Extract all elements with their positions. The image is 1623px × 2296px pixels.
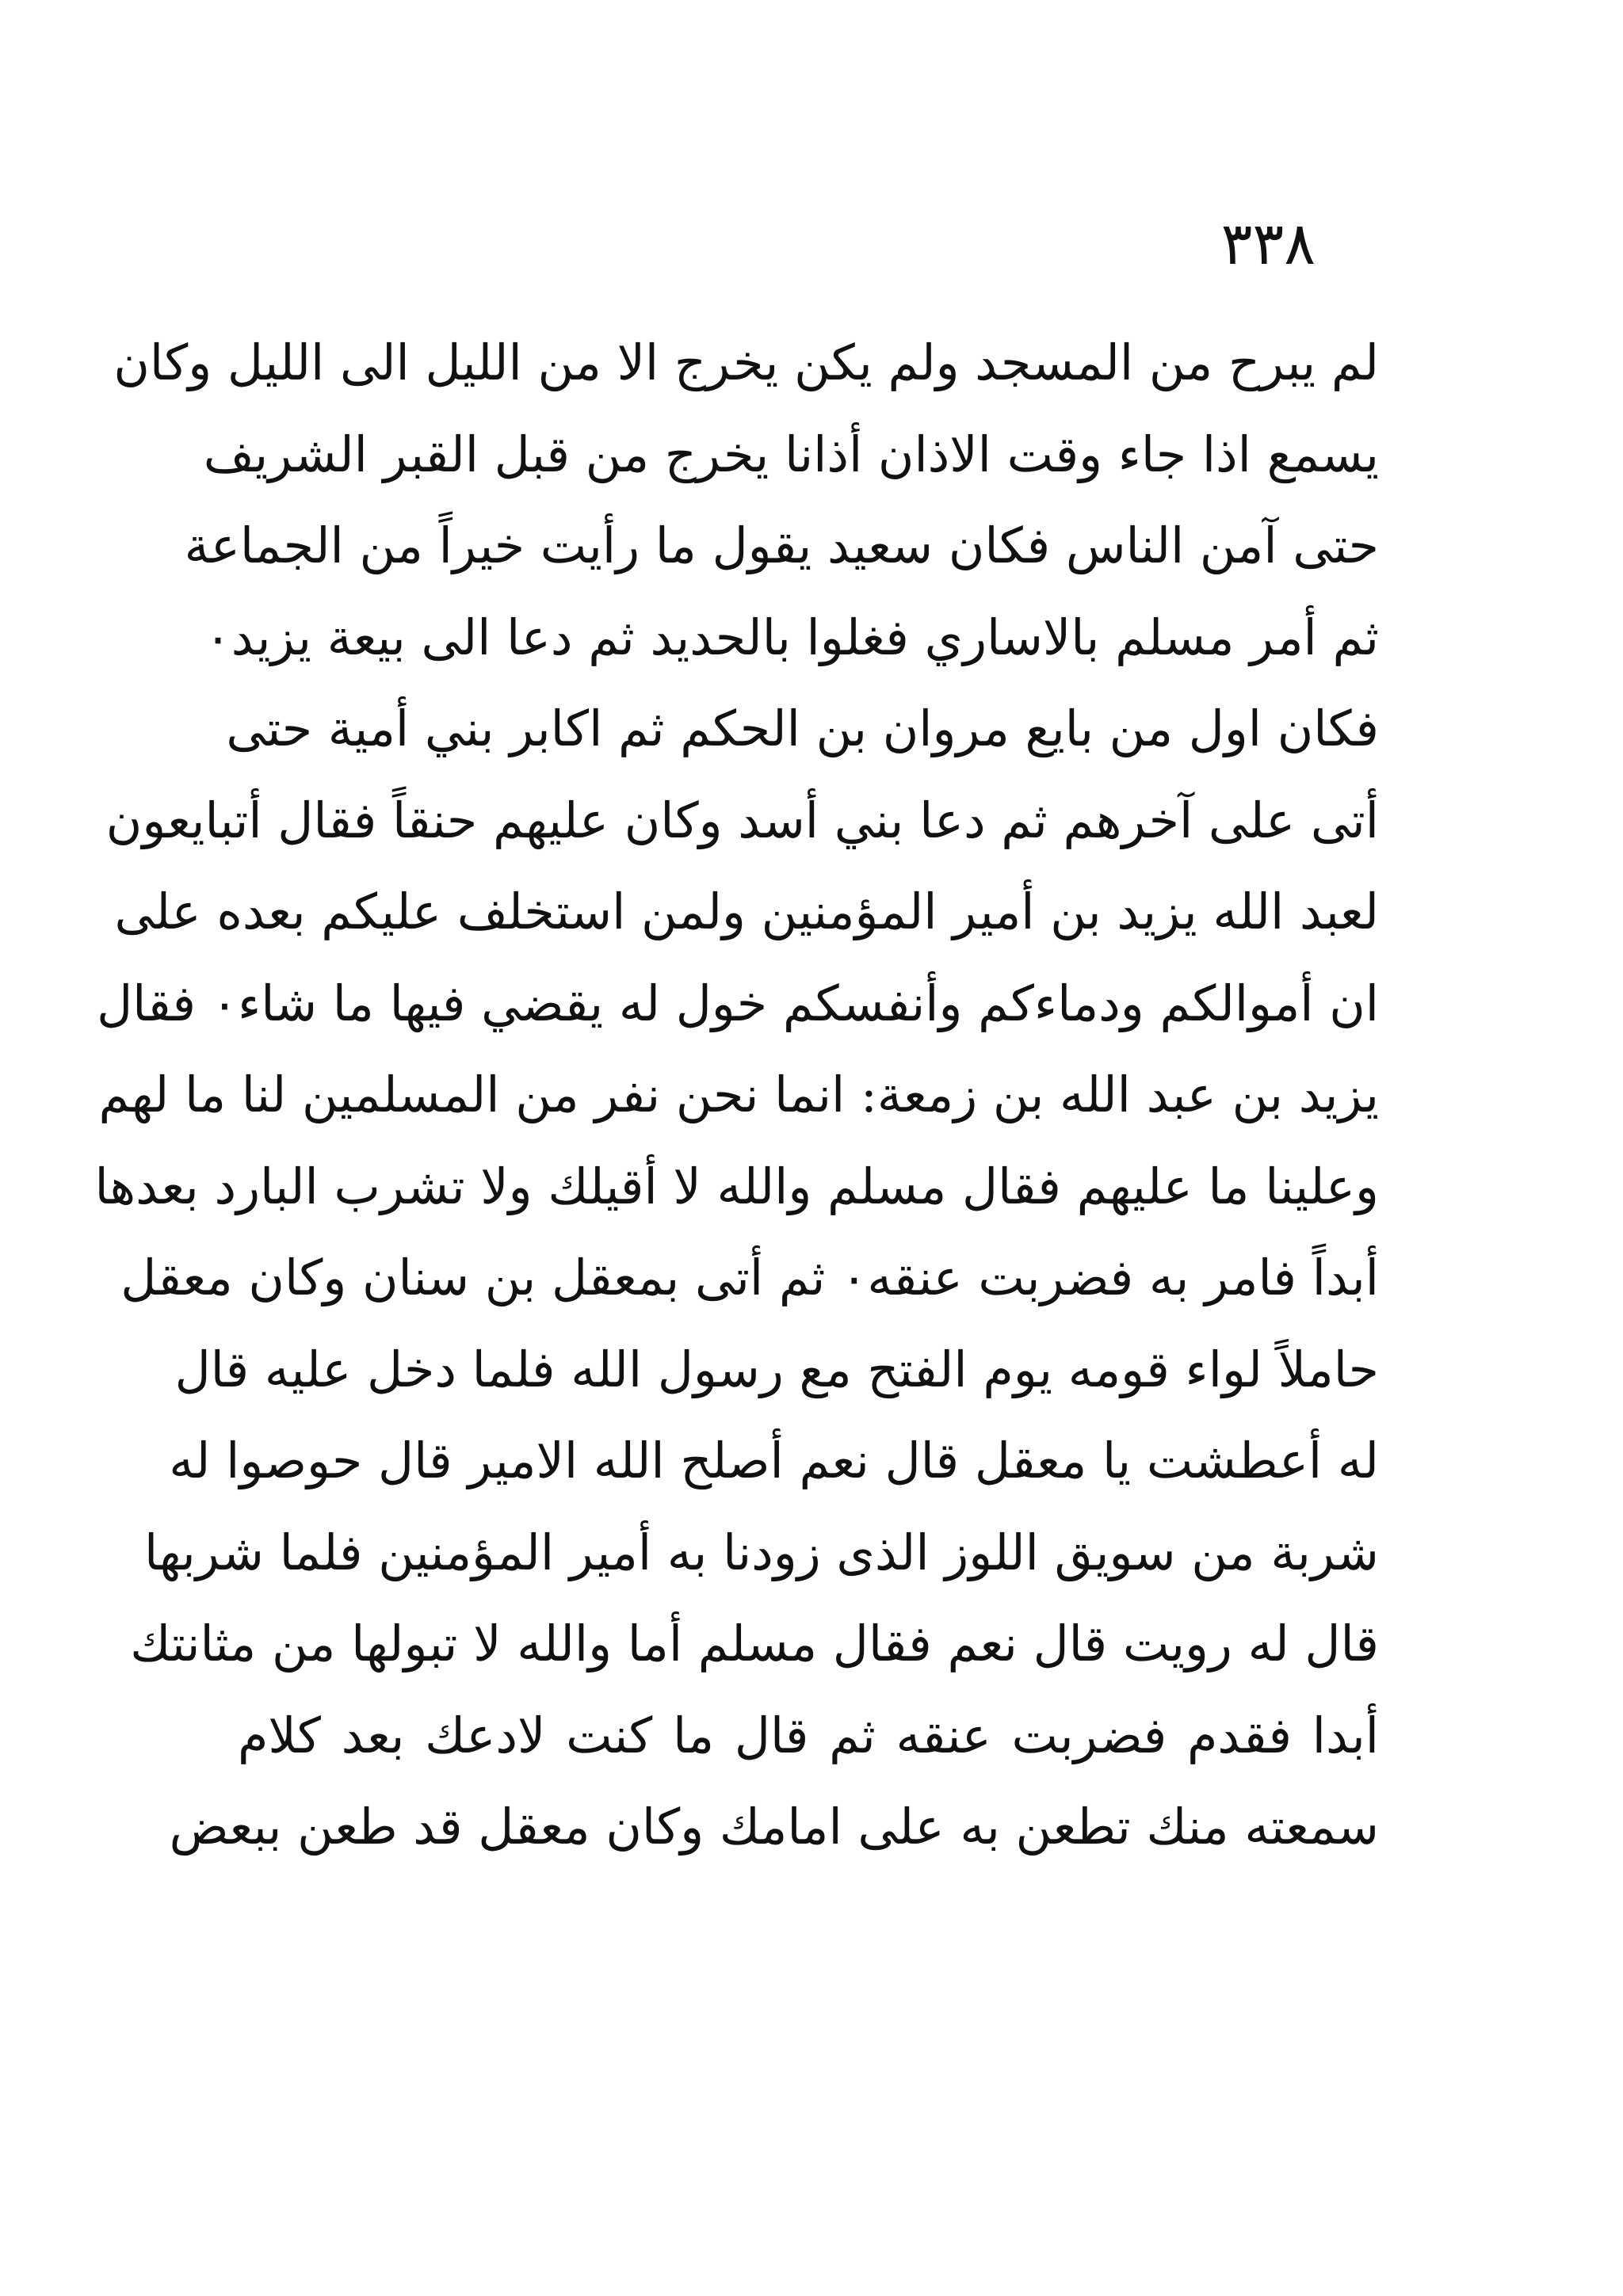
- text-line-15: قال له رويت قال نعم فقال مسلم أما والله لا تبولها من مثانتك: [130, 1615, 1379, 1672]
- page-number: ٣٣٨: [1220, 210, 1316, 278]
- text-line-17: سمعته منك تطعن به على امامك وكان معقل قد طعن ببعض: [169, 1798, 1379, 1855]
- text-line-16: أبدا فقدم فضربت عنقه ثم قال ما كنت لادعك بعد كلام: [238, 1706, 1379, 1764]
- text-line-2: يسمع اذا جاء وقت الاذان أذانا يخرج من قبل القبر الشريف: [203, 425, 1379, 483]
- text-line-13: له أعطشت يا معقل قال نعم أصلح الله الامير قال حوصوا له: [169, 1432, 1379, 1489]
- text-line-5: فكان اول من بايع مروان بن الحكم ثم اكابر بني أمية حتى: [226, 700, 1379, 757]
- text-line-3: حتى آمن الناس فكان سعيد يقول ما رأيت خيراً من الجماعة: [184, 517, 1379, 574]
- text-line-9: يزيد بن عبد الله بن زمعة: انما نحن نفر من المسلمين لنا ما لهم: [98, 1066, 1379, 1123]
- body-text: [94, 317, 1379, 1873]
- text-line-6: أتى على آخرهم ثم دعا بني أسد وكان عليهم حنقاً فقال أتبايعون: [105, 791, 1379, 849]
- text-line-7: لعبد الله يزيد بن أمير المؤمنين ولمن استخلف عليكم بعده على: [114, 883, 1379, 940]
- text-line-10: وعلينا ما عليهم فقال مسلم والله لا أقيلك ولا تشرب البارد بعدها: [94, 1157, 1379, 1215]
- text-line-8: ان أموالكم ودماءكم وأنفسكم خول له يقضي فيها ما شاء٠ فقال: [97, 974, 1379, 1032]
- text-line-1: لم يبرح من المسجد ولم يكن يخرج الا من الليل الى الليل وكان: [113, 334, 1379, 391]
- text-line-12: حاملاً لواء قومه يوم الفتح مع رسول الله فلما دخل عليه قال: [174, 1340, 1379, 1398]
- text-line-14: شربة من سويق اللوز الذى زودنا به أمير المؤمنين فلما شربها: [144, 1523, 1379, 1581]
- text-line-11: أبداً فامر به فضربت عنقه٠ ثم أتى بمعقل بن سنان وكان معقل: [120, 1249, 1379, 1306]
- text-line-4: ثم أمر مسلم بالاساري فغلوا بالحديد ثم دعا الى بيعة يزيد٠: [204, 608, 1379, 666]
